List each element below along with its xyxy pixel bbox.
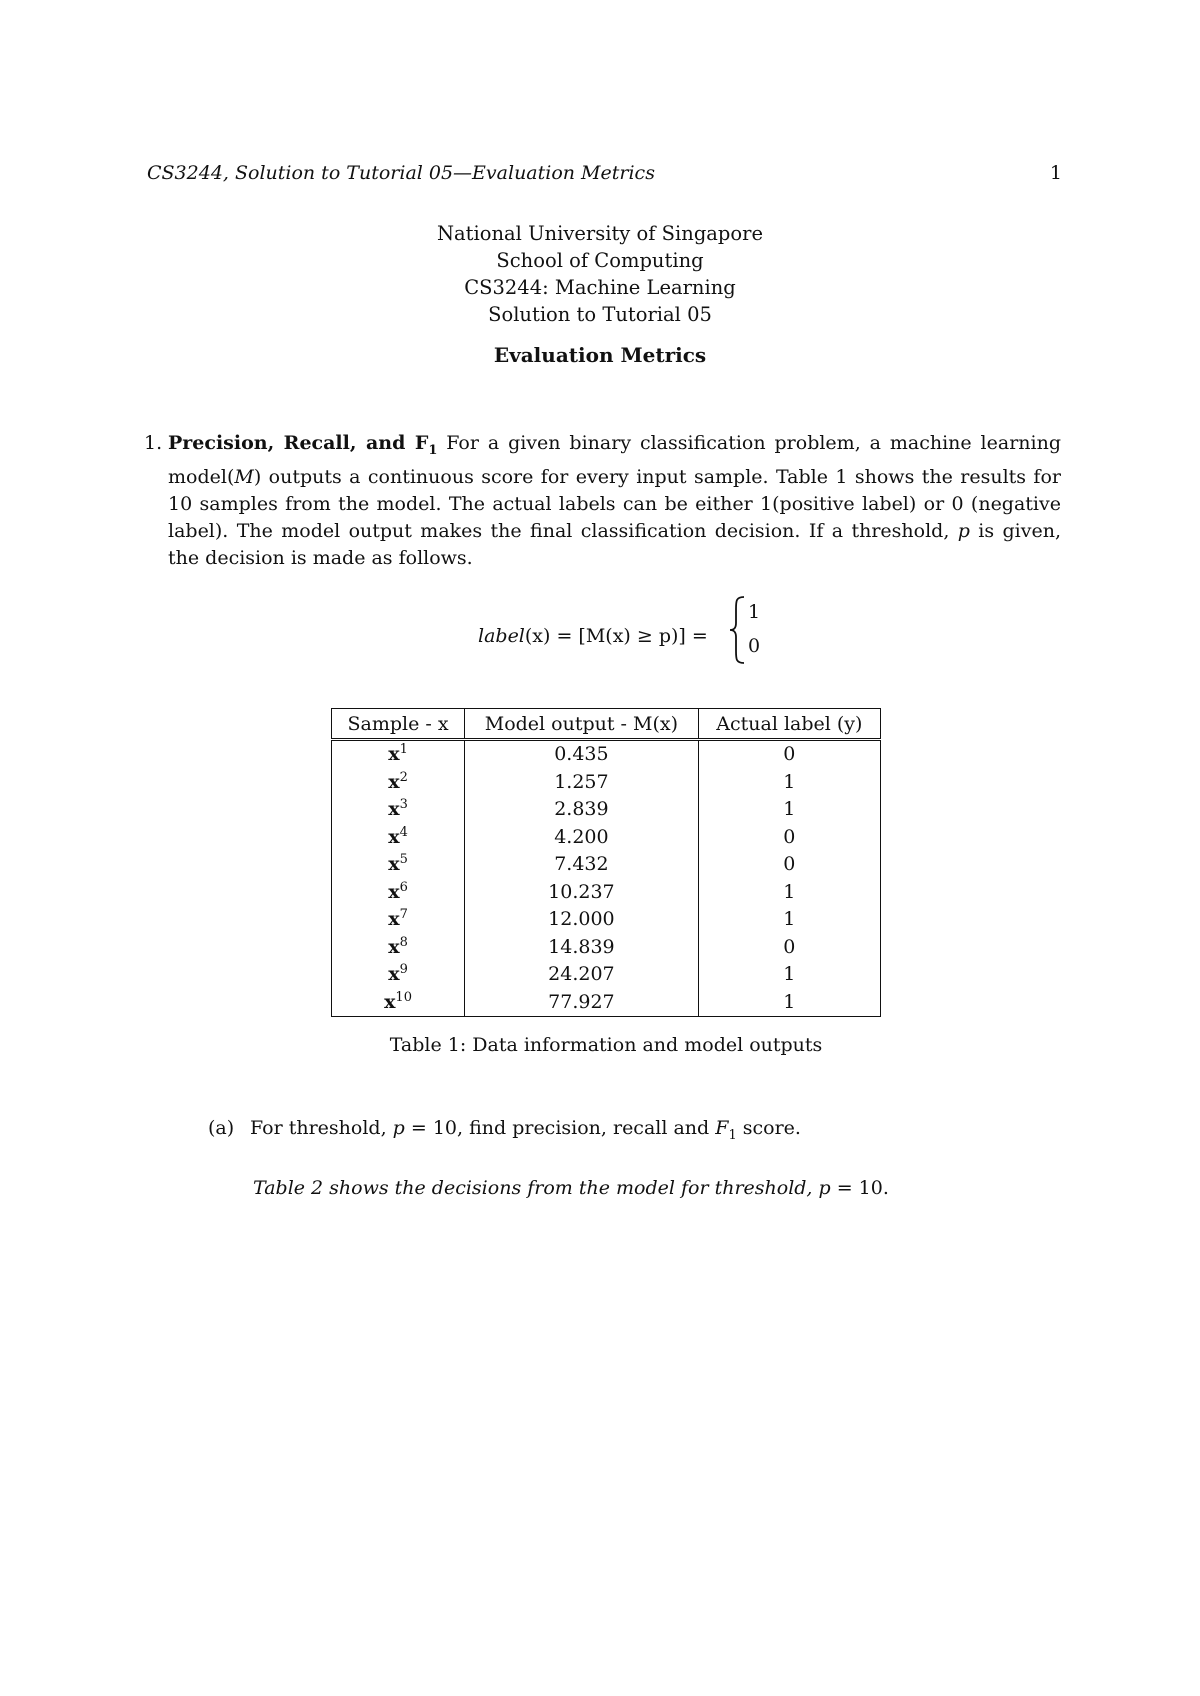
table-row [332,906,881,934]
answer-note-text: Table 2 shows the decisions from the model for threshold, [253,1177,819,1199]
table-row [332,851,881,879]
left-brace-icon [728,595,746,665]
course-name: CS3244: Machine Learning [464,276,736,299]
output-cell: 77.927 [465,989,699,1017]
sample-cell: $x^6$ [332,879,465,907]
question-number: 1. [144,432,163,454]
document-title: Evaluation Metrics [493,343,707,367]
subquestion-text-part1: For threshold, [250,1117,393,1139]
answer-note [253,1177,889,1199]
sample-cell: $x^4$ [332,824,465,852]
table-header-label: Actual label (y) [698,709,880,740]
sample-cell: $x^2$ [332,769,465,797]
label-cell: 1 [698,879,880,907]
answer-note-end: = 10. [830,1177,889,1199]
output-cell: 4.200 [465,824,699,852]
label-cell: 1 [698,769,880,797]
subquestion-label: (a) [208,1117,235,1139]
sample-cell: $x^{10}$ [332,989,465,1017]
university-name: National University of Singapore [436,222,764,245]
sample-cell: $x^1$ [332,740,465,769]
label-cell: 1 [698,796,880,824]
table-header-row [332,709,881,740]
label-cell: 1 [698,961,880,989]
output-cell: 0.435 [465,740,699,769]
question-heading-sub: 1 [428,442,438,458]
question-text-part2: ) outputs a continuous score for every input sample. Table 1 shows the results for 10 samples from the model. The actual labels can be either 1(positive label) or 0 (negative label). The model output makes the final classification decision. If a threshold, [168,465,1061,542]
question-1 [144,430,1062,572]
table-row [332,740,881,769]
label-cell: 1 [698,906,880,934]
sample-cell: $x^8$ [332,934,465,962]
table-row [332,769,881,797]
output-cell: 7.432 [465,851,699,879]
question-paragraph [168,430,1061,572]
output-cell: 2.839 [465,796,699,824]
sample-cell: $x^9$ [332,961,465,989]
label-cell: 0 [698,824,880,852]
table-row [332,824,881,852]
equation-rest: (x) = [M(x) ≥ p)] = [524,625,708,647]
subquestion-text-part2: = 10, find precision, recall and [404,1117,716,1139]
sample-cell: $x^3$ [332,796,465,824]
subquestion-a [208,1117,801,1143]
table-row [332,796,881,824]
data-table [331,708,881,1017]
output-cell: 10.237 [465,879,699,907]
question-text-part3: is given, the decision is made as follows. [168,519,1062,569]
running-header [147,162,1062,184]
equation-lhs [478,625,708,647]
subquestion-text-f: F [715,1117,729,1139]
question-heading-text: Precision, Recall, and F [168,432,429,454]
table-row [332,934,881,962]
sample-cell: $x^7$ [332,906,465,934]
solution-title: Solution to Tutorial 05 [488,303,712,326]
subquestion-text-p: p [392,1117,405,1139]
question-text-m: M [234,465,254,488]
output-cell: 12.000 [465,906,699,934]
decision-equation [0,595,1200,675]
title-block [0,220,1200,369]
page-number: 1 [1049,162,1062,184]
output-cell: 1.257 [465,769,699,797]
label-cell: 0 [698,851,880,879]
equation-label-word: label [478,625,525,647]
equation-case-0: 0 [748,635,761,657]
table-header-sample: Sample - x [332,709,465,740]
label-cell: 0 [698,934,880,962]
output-cell: 24.207 [465,961,699,989]
question-text-part1: For a given binary classification problem, a machine learning model( [168,432,1061,488]
question-heading [168,432,438,458]
question-text-p: p [957,519,970,542]
table-row [332,989,881,1017]
school-name: School of Computing [496,249,704,272]
table-header-output: Model output - M(x) [465,709,699,740]
table-caption: Table 1: Data information and model outputs [389,1034,823,1056]
label-cell: 1 [698,989,880,1017]
equation-case-1: 1 [748,601,761,623]
output-cell: 14.839 [465,934,699,962]
subquestion-text-part3: score. [736,1117,801,1139]
table-row [332,961,881,989]
running-header-title: CS3244, Solution to Tutorial 05—Evaluation Metrics [147,162,655,184]
label-cell: 0 [698,740,880,769]
subquestion-text-f-sub: 1 [728,1127,737,1143]
table-row [332,879,881,907]
answer-note-p: p [818,1177,831,1199]
sample-cell: $x^5$ [332,851,465,879]
